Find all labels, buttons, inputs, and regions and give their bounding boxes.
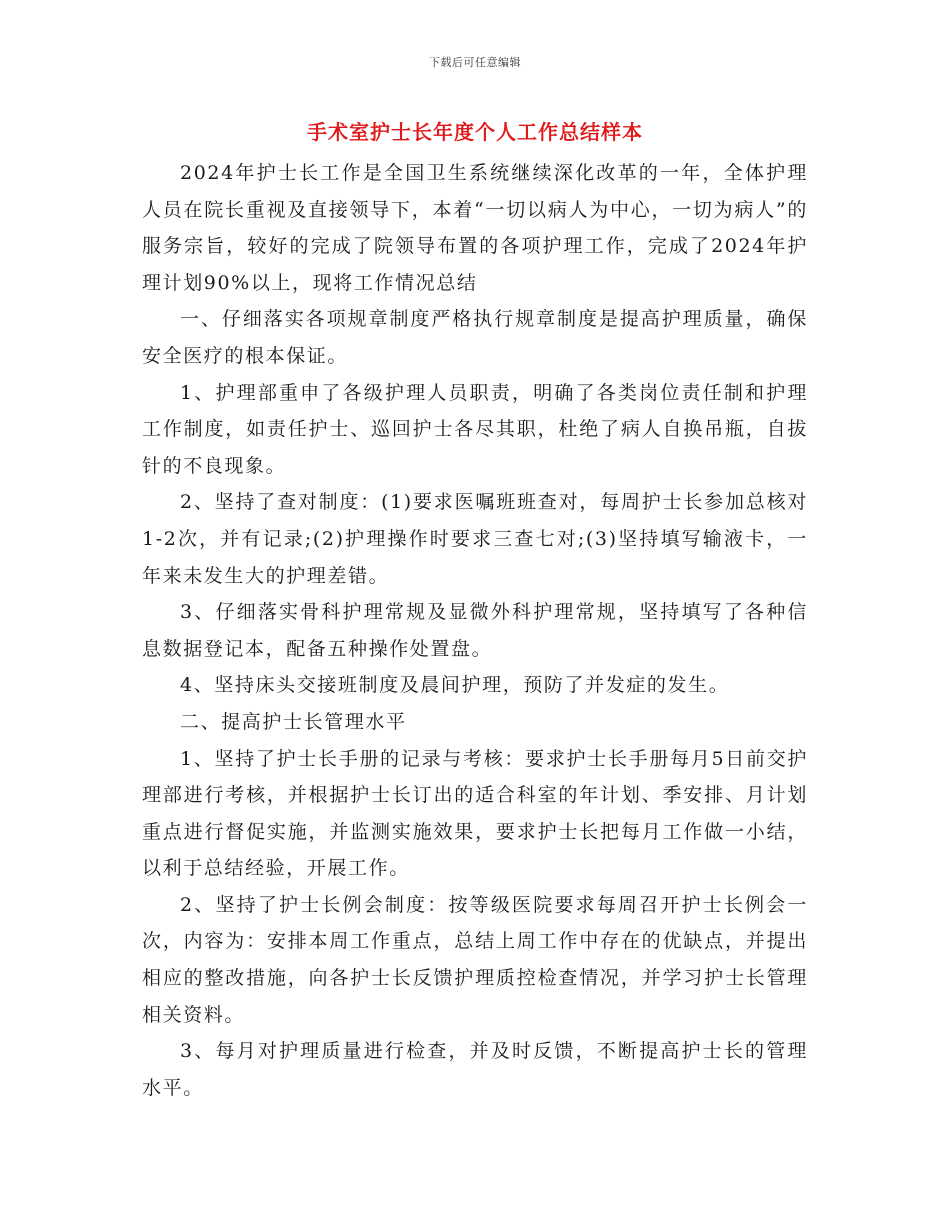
section-heading-regulations: 一、仔细落实各项规章制度严格执行规章制度是提高护理质量，确保安全医疗的根本保证。: [142, 308, 808, 367]
paragraph-nursing-routines: 3、仔细落实骨科护理常规及显微外科护理常规，坚持填写了各种信息数据登记本，配备五种操作处置盘。: [142, 601, 808, 660]
paragraph-handbook: 1、坚持了护士长手册的记录与考核：要求护士长手册每月5日前交护理部进行考核，并根据护士长订出的适合科室的年计划、季安排、月计划重点进行督促实施，并监测实施效果，要求护士长把每月工作做一小结，以利于总结经验，开展工作。: [142, 747, 808, 880]
paragraph-checking-system: 2、坚持了查对制度：(1)要求医嘱班班查对，每周护士长参加总核对1-2次，并有记录;(2)护理操作时要求三查七对;(3)坚持填写输液卡，一年来未发生大的护理差错。: [142, 491, 808, 587]
document-body: [142, 155, 808, 1106]
paragraph-weekly-meeting: 2、坚持了护士长例会制度：按等级医院要求每周召开护士长例会一次，内容为：安排本周工作重点，总结上周工作中存在的优缺点，并提出相应的整改措施，向各护士长反馈护理质控检查情况，并学习护士长管理相关资料。: [142, 893, 808, 1026]
page-header-note: 下载后可任意编辑: [429, 56, 521, 69]
document-title: 手术室护士长年度个人工作总结样本: [307, 120, 643, 144]
paragraph-duties: 1、护理部重申了各级护理人员职责，明确了各类岗位责任制和护理工作制度，如责任护士、巡回护士各尽其职，杜绝了病人自换吊瓶，自拔针的不良现象。: [142, 381, 808, 477]
section-heading-management: 二、提高护士长管理水平: [180, 710, 407, 733]
paragraph-monthly-check: 3、每月对护理质量进行检查，并及时反馈，不断提高护士长的管理水平。: [142, 1040, 808, 1099]
paragraph-handover: 4、坚持床头交接班制度及晨间护理，预防了并发症的发生。: [180, 674, 730, 697]
intro-paragraph: 2024年护士长工作是全国卫生系统继续深化改革的一年，全体护理人员在院长重视及直接领导下，本着“一切以病人为中心，一切为病人”的服务宗旨，较好的完成了院领导布置的各项护理工作，完成了2024年护理计划90%以上，现将工作情况总结: [142, 162, 808, 294]
